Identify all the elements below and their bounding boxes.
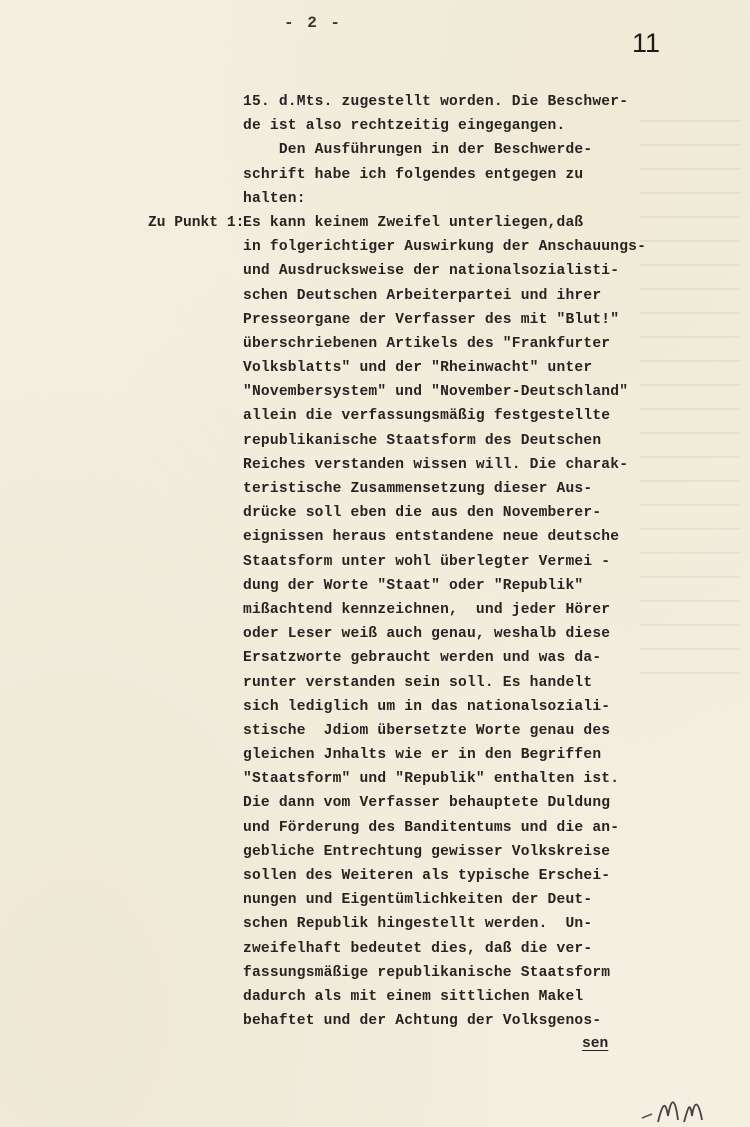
text-line: dung der Worte "Staat" oder "Republik" xyxy=(243,577,584,594)
text-line: runter verstanden sein soll. Es handelt xyxy=(243,674,593,691)
text-line: oder Leser weiß auch genau, weshalb diese xyxy=(243,626,611,643)
text-line: nungen und Eigentümlichkeiten der Deut- xyxy=(243,892,593,909)
text-line: de ist also rechtzeitig eingegangen. xyxy=(243,118,566,135)
text-line: schen Deutschen Arbeiterpartei und ihrer xyxy=(243,287,602,304)
text-line: sich lediglich um in das nationalsoziali- xyxy=(243,698,611,715)
text-line: in folgerichtiger Auswirkung der Anschauungs- xyxy=(243,239,647,256)
text-line: republikanische Staatsform des Deutschen xyxy=(243,432,602,449)
text-line: Volksblatts" und der "Rheinwacht" unter xyxy=(243,360,593,377)
text-line: gleichen Jnhalts wie er in den Begriffen xyxy=(243,747,602,764)
text-line: Reiches verstanden wissen will. Die charak- xyxy=(243,456,629,473)
text-line: Den Ausführungen in der Beschwerde- xyxy=(243,142,593,159)
point-label: Zu Punkt 1: xyxy=(148,215,245,231)
text-line: eignissen heraus entstandene neue deutsche xyxy=(243,529,620,546)
text-line: behaftet und der Achtung der Volksgenos- xyxy=(243,1013,602,1030)
handwritten-mark xyxy=(638,1092,708,1126)
continuation-word: sen xyxy=(582,1036,609,1052)
text-line: gebliche Entrechtung gewisser Volkskreise xyxy=(243,843,611,860)
text-line: schen Republik hingestellt werden. Un- xyxy=(243,916,593,933)
text-line: dadurch als mit einem sittlichen Makel xyxy=(243,988,584,1005)
typewritten-body xyxy=(243,90,743,1033)
text-line: Staatsform unter wohl überlegter Vermei - xyxy=(243,553,611,570)
text-line: fassungsmäßige republikanische Staatsform xyxy=(243,964,611,981)
text-line: schrift habe ich folgendes entgegen zu xyxy=(243,166,584,183)
text-line: Presseorgane der Verfasser des mit "Blut!" xyxy=(243,311,620,328)
text-line: "Staatsform" und "Republik" enthalten ist. xyxy=(243,771,620,788)
text-line: Ersatzworte gebraucht werden und was da- xyxy=(243,650,602,667)
text-line: teristische Zusammensetzung dieser Aus- xyxy=(243,481,593,497)
text-line: allein die verfassungsmäßig festgestellte xyxy=(243,408,611,425)
page-number: - 2 - xyxy=(284,14,343,32)
text-line: zweifelhaft bedeutet dies, daß die ver- xyxy=(243,940,593,957)
text-line: 15. d.Mts. zugestellt worden. Die Beschwer- xyxy=(243,94,629,110)
text-line: sollen des Weiteren als typische Erschei- xyxy=(243,868,611,884)
text-line: Es kann keinem Zweifel unterliegen,daß xyxy=(243,214,584,231)
text-line: drücke soll eben die aus den Novemberer- xyxy=(243,505,602,522)
folio-number: 11 xyxy=(632,28,661,58)
text-line: überschriebenen Artikels des "Frankfurter xyxy=(243,335,611,352)
text-line: und Förderung des Banditentums und die an- xyxy=(243,819,620,836)
text-line: "Novembersystem" und "November-Deutschland" xyxy=(243,384,629,401)
text-line: und Ausdrucksweise der nationalsozialisti- xyxy=(243,263,620,280)
text-line: halten: xyxy=(243,190,306,207)
text-line: stische Jdiom übersetzte Worte genau des xyxy=(243,722,611,739)
text-line: Die dann vom Verfasser behauptete Duldung xyxy=(243,795,611,812)
text-line: mißachtend kennzeichnen, und jeder Hörer xyxy=(243,601,611,618)
